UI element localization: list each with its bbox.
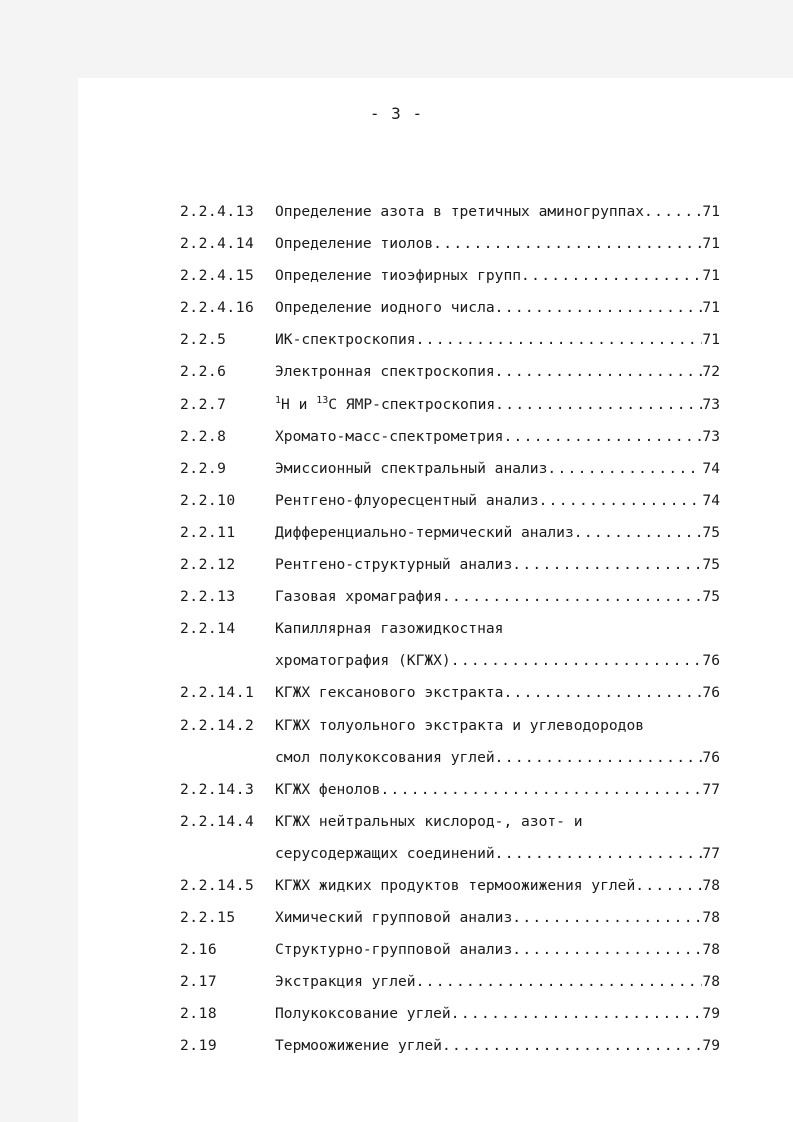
dot-leader xyxy=(416,966,703,998)
toc-section-number: 2.2.14.5 xyxy=(180,876,255,894)
dot-leader xyxy=(574,517,703,549)
dot-leader xyxy=(380,774,702,806)
toc-row-continuation xyxy=(180,742,720,774)
dot-leader xyxy=(495,292,703,324)
toc-title: Определение тиоэфирных групп xyxy=(275,267,522,285)
toc-page-ref: 76 xyxy=(702,684,720,702)
toc-row xyxy=(180,196,720,228)
toc-title-part: С ЯМР-спектроскопия xyxy=(328,395,496,413)
toc-title: смол полукоксования углей xyxy=(275,748,495,766)
toc-section-number: 2.2.9 xyxy=(180,459,227,477)
toc-row xyxy=(180,228,720,260)
toc-page-ref: 76 xyxy=(702,652,720,670)
toc-section-number: 2.2.12 xyxy=(180,556,236,574)
toc-section-number: 2.2.14.4 xyxy=(180,812,255,830)
toc-section-number: 2.2.13 xyxy=(180,588,236,606)
toc-title: КГЖХ гексанового экстракта xyxy=(275,684,504,702)
toc-row xyxy=(180,453,720,485)
dot-leader xyxy=(495,838,703,870)
toc-title: Газовая хромаграфия xyxy=(275,588,442,606)
toc-row xyxy=(180,966,720,998)
toc-title-line1: КГЖХ толуольного экстракта и углеводородов xyxy=(275,716,645,734)
toc-section-number: 2.17 xyxy=(180,973,218,991)
toc-page-ref: 75 xyxy=(702,523,720,541)
dot-leader xyxy=(495,742,703,774)
toc-title: Эмиссионный спектральный анализ xyxy=(275,459,548,477)
isotope-superscript: 1 xyxy=(275,394,282,406)
toc-page-ref: 77 xyxy=(702,844,720,862)
toc-row xyxy=(180,774,720,806)
toc-section-number: 2.2.6 xyxy=(180,363,227,381)
dot-leader xyxy=(442,1030,702,1062)
toc-section-number: 2.2.4.13 xyxy=(180,203,255,220)
toc-row xyxy=(180,677,720,709)
toc-page-ref: 73 xyxy=(702,427,720,445)
toc-page-ref: 79 xyxy=(702,1005,720,1023)
toc-title: Экстракция углей xyxy=(275,973,416,991)
toc-page-ref: 74 xyxy=(702,491,720,509)
toc-section-number: 2.2.14.3 xyxy=(180,780,255,798)
toc-page-ref: 75 xyxy=(702,556,720,574)
toc-row xyxy=(180,806,720,838)
toc-title: Определение азота в третичных аминогруппах xyxy=(275,203,645,220)
toc-section-number: 2.2.14.1 xyxy=(180,684,255,702)
toc-section-number: 2.2.15 xyxy=(180,909,236,927)
dot-leader xyxy=(547,453,702,485)
page-number: - 3 - xyxy=(369,104,424,123)
toc-section-number: 2.19 xyxy=(180,1037,218,1055)
toc-page-ref: 74 xyxy=(702,459,720,477)
toc-page-ref: 79 xyxy=(702,1037,720,1055)
toc-title: Термоожижение углей xyxy=(275,1037,442,1055)
toc-page-ref: 78 xyxy=(702,973,720,991)
toc-section-number: 2.2.10 xyxy=(180,491,236,509)
toc-row xyxy=(180,421,720,453)
table-of-contents xyxy=(180,196,720,1063)
toc-section-number: 2.18 xyxy=(180,1005,218,1023)
dot-leader xyxy=(495,356,703,388)
toc-page-ref: 75 xyxy=(702,588,720,606)
toc-page-ref: 71 xyxy=(702,235,720,253)
toc-row-continuation xyxy=(180,645,720,677)
dot-leader xyxy=(433,228,702,260)
toc-row xyxy=(180,998,720,1030)
dot-leader xyxy=(495,389,702,421)
toc-row xyxy=(180,324,720,356)
toc-row xyxy=(180,517,720,549)
toc-row xyxy=(180,356,720,388)
toc-title: Структурно-групповой анализ xyxy=(275,941,513,959)
toc-title-line1: КГЖХ нейтральных кислород-, азот- и xyxy=(275,812,583,830)
toc-section-number: 2.2.4.15 xyxy=(180,267,255,285)
toc-section-number: 2.2.4.16 xyxy=(180,299,255,317)
toc-row xyxy=(180,260,720,292)
toc-title: Рентгено-флуоресцентный анализ xyxy=(275,491,539,509)
toc-title: серусодержащих соединений xyxy=(275,844,495,862)
toc-title-part: Н и xyxy=(281,395,317,413)
toc-page-ref: 77 xyxy=(702,780,720,798)
toc-section-number: 2.2.7 xyxy=(180,395,227,413)
toc-title xyxy=(275,389,495,421)
toc-section-number: 2.2.11 xyxy=(180,523,236,541)
toc-row xyxy=(180,389,720,421)
toc-title: КГЖХ фенолов xyxy=(275,780,381,798)
toc-row xyxy=(180,613,720,645)
toc-page-ref: 78 xyxy=(702,876,720,894)
toc-row xyxy=(180,870,720,902)
dot-leader xyxy=(512,934,702,966)
dot-leader xyxy=(512,902,702,934)
toc-row xyxy=(180,902,720,934)
dot-leader xyxy=(521,260,702,292)
dot-leader xyxy=(503,677,702,709)
dot-leader xyxy=(539,485,703,517)
dot-leader xyxy=(416,324,703,356)
dot-leader xyxy=(644,196,702,228)
toc-page-ref: 71 xyxy=(702,299,720,317)
isotope-superscript: 13 xyxy=(316,394,329,406)
toc-title: КГЖХ жидких продуктов термоожижения углей xyxy=(275,876,636,894)
toc-title: Определение иодного числа xyxy=(275,299,495,317)
toc-page-ref: 78 xyxy=(702,941,720,959)
toc-row xyxy=(180,581,720,613)
toc-title: Хромато-масс-спектрометрия xyxy=(275,427,504,445)
toc-row xyxy=(180,934,720,966)
toc-row xyxy=(180,549,720,581)
toc-section-number: 2.2.14.2 xyxy=(180,716,255,734)
toc-page-ref: 76 xyxy=(702,748,720,766)
toc-section-number: 2.2.14 xyxy=(180,620,236,638)
toc-section-number: 2.16 xyxy=(180,941,218,959)
toc-page-ref: 71 xyxy=(702,267,720,285)
toc-page-ref: 73 xyxy=(702,395,720,413)
toc-row xyxy=(180,710,720,742)
toc-title-line1: Капиллярная газожидкостная xyxy=(275,620,504,638)
dot-leader xyxy=(442,581,702,613)
toc-title: Химический групповой анализ xyxy=(275,909,513,927)
toc-title: Дифференциально-термический анализ xyxy=(275,523,574,541)
toc-title: ИК-спектроскопия xyxy=(275,331,416,349)
toc-title: Полукоксование углей xyxy=(275,1005,451,1023)
dot-leader xyxy=(503,421,702,453)
toc-page-ref: 78 xyxy=(702,909,720,927)
toc-title: Рентгено-структурный анализ xyxy=(275,556,513,574)
dot-leader xyxy=(451,998,703,1030)
dot-leader xyxy=(512,549,702,581)
toc-row-continuation xyxy=(180,838,720,870)
toc-title: Электронная спектроскопия xyxy=(275,363,495,381)
dot-leader xyxy=(451,645,703,677)
toc-page-ref: 71 xyxy=(702,203,720,220)
toc-title: хроматография (КГЖХ) xyxy=(275,652,451,670)
toc-row xyxy=(180,292,720,324)
dot-leader xyxy=(635,870,702,902)
toc-row xyxy=(180,1030,720,1062)
toc-page-ref: 71 xyxy=(702,331,720,349)
toc-row xyxy=(180,485,720,517)
toc-section-number: 2.2.5 xyxy=(180,331,227,349)
toc-page-ref: 72 xyxy=(702,363,720,381)
toc-section-number: 2.2.4.14 xyxy=(180,235,255,253)
toc-section-number: 2.2.8 xyxy=(180,427,227,445)
toc-title: Определение тиолов xyxy=(275,235,434,253)
